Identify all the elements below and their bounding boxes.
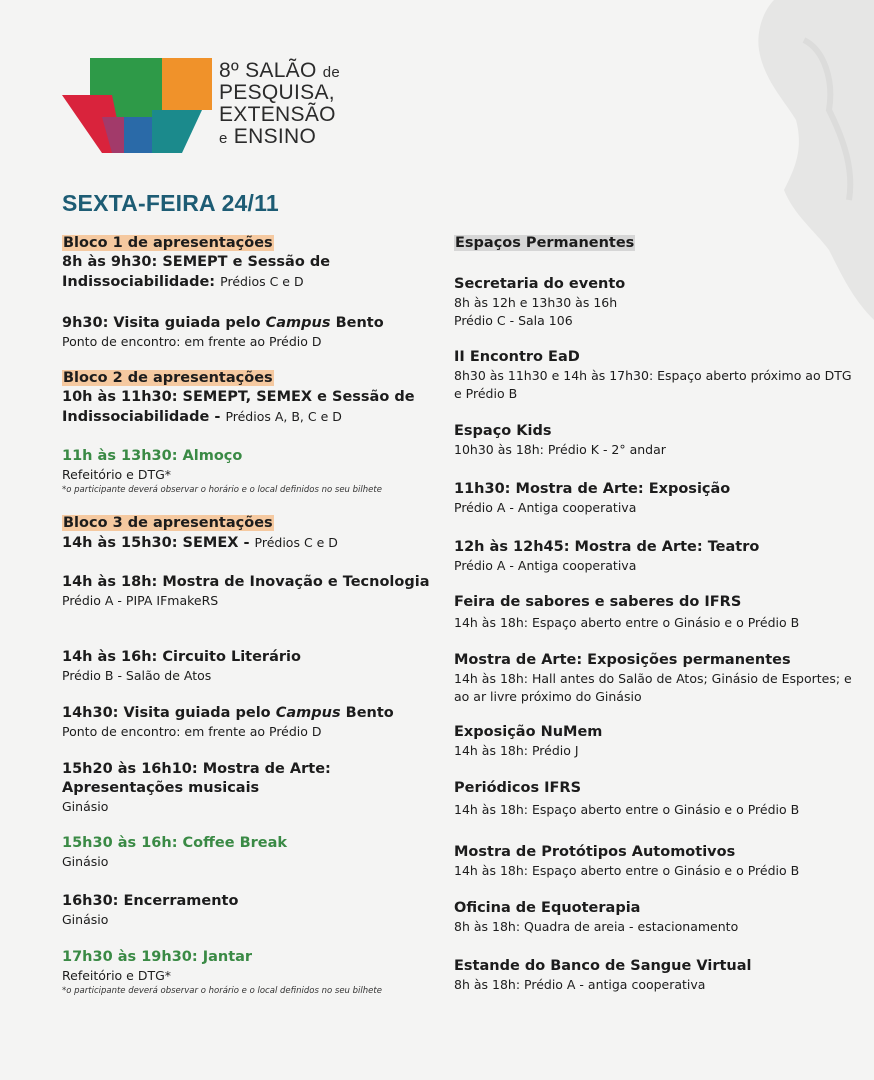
bloco-2: Bloco 2 de apresentações 10h às 11h30: SEMEPT, SEMEX e Sessão de Indissociabilidade - Prédios A, B, C e D	[62, 370, 415, 425]
visita-guiada-2: 14h30: Visita guiada pelo Campus Bento Ponto de encontro: em frente ao Prédio D	[62, 705, 394, 739]
secretaria: Secretaria do evento 8h às 12h e 13h30 às 16h Prédio C - Sala 106	[454, 276, 626, 328]
espaco-kids: Espaço Kids 10h30 às 18h: Prédio K - 2° andar	[454, 423, 666, 457]
visita-guiada-1: 9h30: Visita guiada pelo Campus Bento Ponto de encontro: em frente ao Prédio D	[62, 315, 384, 349]
exposicoes-permanentes: Mostra de Arte: Exposições permanentes 14h às 18h: Hall antes do Salão de Atos; Ginásio de Esportes; e ao ar livre próximo do Ginásio	[454, 652, 852, 704]
feira-sabores: Feira de sabores e saberes do IFRS 14h às 18h: Espaço aberto entre o Ginásio e o Prédio B	[454, 594, 800, 630]
jantar: 17h30 às 19h30: Jantar Refeitório e DTG* *o participante deverá observar o horário e o local definidos no seu bilhete	[62, 949, 382, 996]
exposicao-numem: Exposição NuMem 14h às 18h: Prédio J	[454, 724, 603, 758]
bloco-1: Bloco 1 de apresentações 8h às 9h30: SEMEPT e Sessão de Indissociabilidade: Prédios C e D	[62, 235, 331, 290]
bloco-3: Bloco 3 de apresentações 14h às 15h30: SEMEX - Prédios C e D	[62, 515, 338, 551]
prototipos-automotivos: Mostra de Protótipos Automotivos 14h às 18h: Espaço aberto entre o Ginásio e o Prédio B	[454, 844, 800, 878]
oficina-equoterapia: Oficina de Equoterapia 8h às 18h: Quadra de areia - estacionamento	[454, 900, 739, 934]
apresentacoes-musicais: 15h20 às 16h10: Mostra de Arte: Apresentações musicais Ginásio	[62, 761, 331, 814]
espacos-permanentes-header: Espaços Permanentes	[455, 235, 635, 251]
banco-sangue: Estande do Banco de Sangue Virtual 8h às 18h: Prédio A - antiga cooperativa	[454, 958, 752, 992]
logo-wordmark: 8º SALÃO de PESQUISA, EXTENSÃO e ENSINO	[219, 59, 341, 148]
day-title: SEXTA-FEIRA 24/11	[62, 190, 279, 216]
mostra-teatro: 12h às 12h45: Mostra de Arte: Teatro Prédio A - Antiga cooperativa	[454, 539, 760, 573]
mostra-exposicao: 11h30: Mostra de Arte: Exposição Prédio A - Antiga cooperativa	[454, 481, 731, 515]
bloco-3-label: Bloco 3 de apresentações	[63, 515, 273, 531]
circuito-literario: 14h às 16h: Circuito Literário Prédio B - Salão de Atos	[62, 649, 301, 683]
periodicos-ifrs: Periódicos IFRS 14h às 18h: Espaço aberto entre o Ginásio e o Prédio B	[454, 780, 800, 817]
encontro-ead: II Encontro EaD 8h30 às 11h30 e 14h às 17h30: Espaço aberto próximo ao DTG e Prédio B	[454, 349, 852, 401]
coffee-break: 15h30 às 16h: Coffee Break Ginásio	[62, 835, 288, 869]
bloco-1-label: Bloco 1 de apresentações	[63, 235, 273, 251]
almoco: 11h às 13h30: Almoço Refeitório e DTG* *o participante deverá observar o horário e o local definidos no seu bilhete	[62, 448, 382, 495]
encerramento: 16h30: Encerramento Ginásio	[62, 893, 239, 927]
event-logo-icon	[62, 55, 212, 153]
mostra-inovacao: 14h às 18h: Mostra de Inovação e Tecnologia Prédio A - PIPA IFmakeRS	[62, 574, 430, 608]
bloco-2-label: Bloco 2 de apresentações	[63, 370, 273, 386]
